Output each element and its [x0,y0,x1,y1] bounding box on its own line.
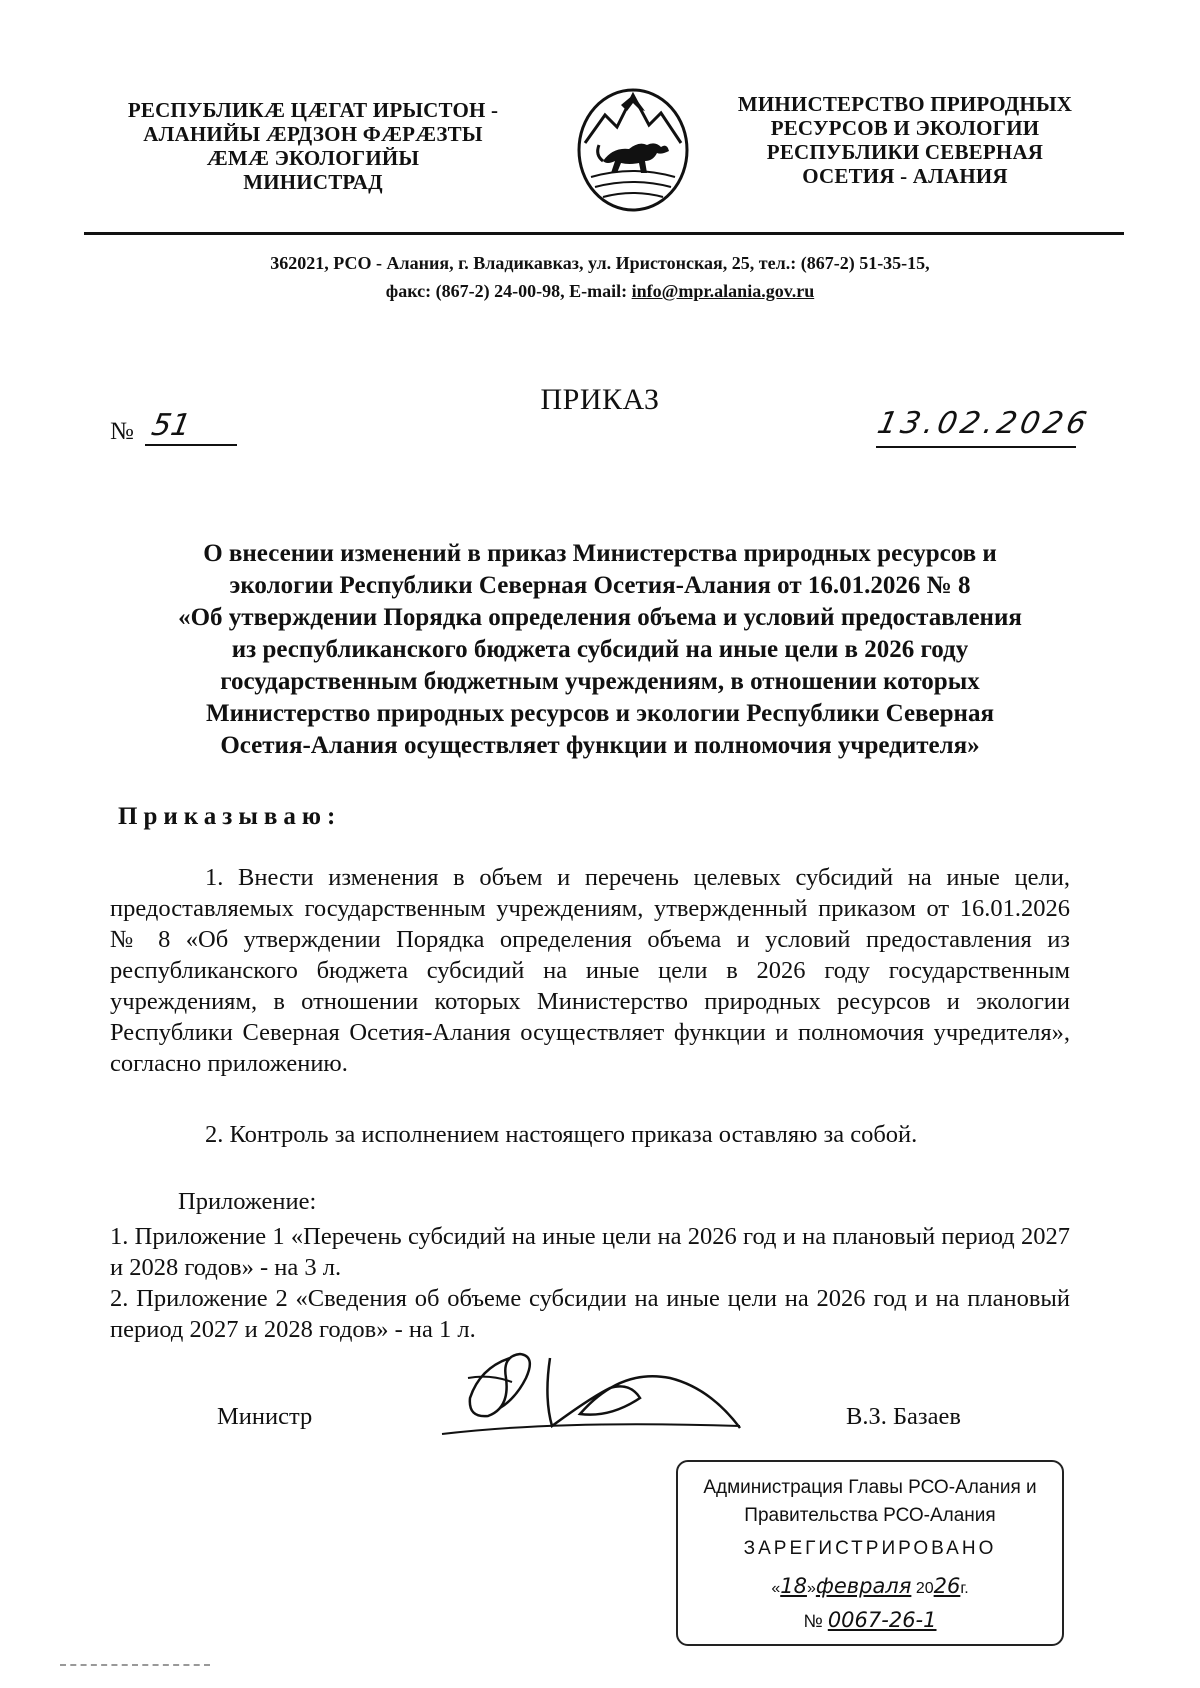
stamp-number-value: 0067-26-1 [827,1608,937,1632]
stamp-line: Правительства РСО-Алания [744,1505,996,1526]
title-line: Осетия-Алания осуществляет функции и полномочия учредителя» [220,732,980,759]
registration-stamp [676,1460,1064,1646]
stamp-month: февраля [815,1574,912,1598]
annex-list [110,1221,1070,1345]
title-line: Министерство природных ресурсов и экологии Республики Северная [206,700,994,727]
annex-item: 2. Приложение 2 «Сведения об объеме субсидии на иные цели на 2026 год и на плановый период 2027 и 2028 годов» - на 1 л. [110,1285,1070,1343]
stamp-date-mid: » [806,1580,816,1597]
stamp-year-prefix: 20 [915,1580,934,1597]
signatory-position: Министр [217,1403,313,1430]
contacts-line: 362021, РСО - Алания, г. Владикавказ, ул. Иристонская, 25, тел.: (867-2) 51-35-15, [270,253,930,273]
title-line: государственным бюджетным учреждениям, в отношении которых [220,668,980,695]
document-type-heading: ПРИКАЗ [540,383,660,416]
title-line: из республиканского бюджета субсидий на иные цели в 2026 году [231,636,969,663]
handwritten-signature [440,1338,770,1448]
stamp-date-open: « [771,1580,781,1597]
order-title [110,538,1090,762]
scan-artifact-divider [60,1664,210,1668]
order-number-handwritten: 51 [148,408,194,443]
stamp-authority [678,1474,1062,1530]
header-right-russian [735,92,1075,188]
title-line: «Об утверждении Порядка определения объема и условий предоставления [178,604,1022,631]
header-left-line: МИНИСТРАД [243,170,383,194]
order-directive-word: Приказываю: [118,803,342,830]
leopard-emblem-icon [573,85,693,215]
fax-text: факс: (867-2) 24-00-98, E-mail: [385,281,632,301]
header-left-line: АЛАНИЙЫ ÆРДЗОН ФÆРÆЗТЫ [143,122,483,146]
paragraph-1 [110,862,1070,1079]
annex-heading: Приложение: [178,1188,317,1215]
header-right-line: РЕСПУБЛИКИ СЕВЕРНАЯ [766,140,1044,164]
annex-item: 1. Приложение 1 «Перечень субсидий на иные цели на 2026 год и на плановый период 2027 и 2028 годов» - на 3 л. [110,1223,1070,1281]
header-right-line: ОСЕТИЯ - АЛАНИЯ [802,164,1008,188]
header-right-line: РЕСУРСОВ И ЭКОЛОГИИ [770,116,1040,140]
header-left-ossetian [98,98,528,194]
stamp-number [678,1608,1062,1632]
stamp-year-suffix: 26 [933,1574,961,1598]
order-number-label: № [110,418,134,445]
order-number-underline [145,444,237,446]
header-right-line: МИНИСТЕРСТВО ПРИРОДНЫХ [737,92,1073,116]
stamp-line: Администрация Главы РСО-Алания и [703,1477,1037,1498]
signatory-name: В.З. Базаев [846,1403,961,1430]
header-divider [84,232,1124,235]
paragraph-2: 2. Контроль за исполнением настоящего приказа оставляю за собой. [205,1121,918,1148]
email-link[interactable]: info@mpr.alania.gov.ru [631,281,815,301]
contacts-line [100,277,1100,305]
header-left-line: РЕСПУБЛИКÆ ЦÆГАТ ИРЫСТОН - [127,98,499,122]
stamp-year-end: г. [960,1580,969,1597]
order-date-handwritten: 13.02.2026 [874,406,1094,441]
paragraph-1-text: 1. Внести изменения в объем и перечень целевых субсидий на иные цели, предоставляемых государственным учреждениям, утвержденный приказом от 16.01.2026 № 8 «Об утверждении Порядка определения объема и условий предоставления из республиканского бюджета субсидий на иные цели в 2026 году государственным учреждениям, в отношении которых Министерство природных ресурсов и экологии Республики Северная Осетия-Алания осуществляет функции и полномочия учредителя», согласно приложению. [110,864,1070,1077]
title-line: экологии Республики Северная Осетия-Алания от 16.01.2026 № 8 [229,572,971,599]
stamp-date [678,1574,1062,1598]
stamp-status: ЗАРЕГИСТРИРОВАНО [743,1538,997,1559]
stamp-day: 18 [780,1574,807,1598]
header-left-line: ÆМÆ ЭКОЛОГИЙЫ [206,146,420,170]
stamp-number-label: № [803,1611,823,1631]
order-date-underline [876,446,1076,448]
contacts-block [100,249,1100,305]
title-line: О внесении изменений в приказ Министерства природных ресурсов и [203,540,997,567]
